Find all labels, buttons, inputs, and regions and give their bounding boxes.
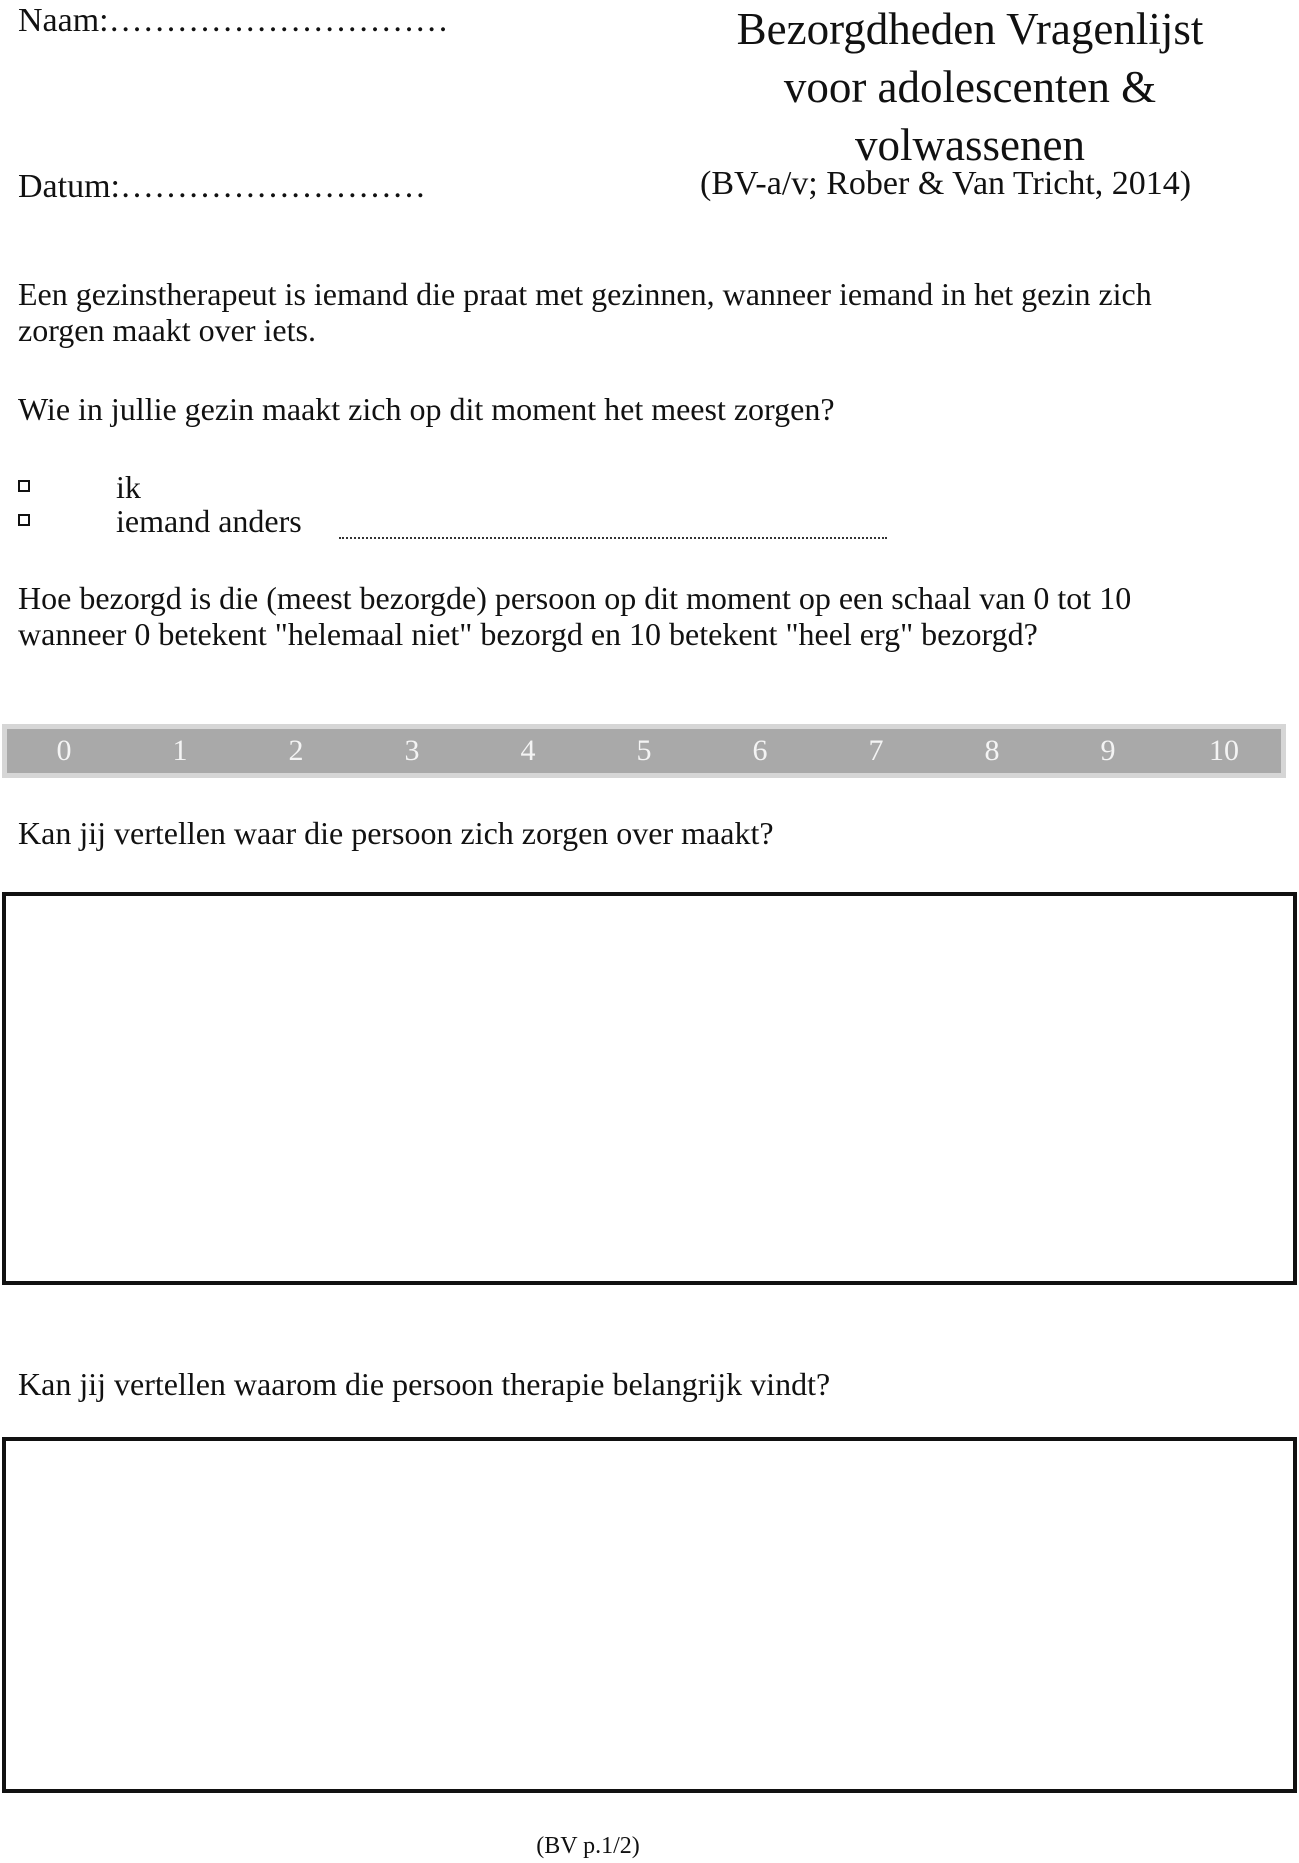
form-title-line-1: Bezorgdheden Vragenlijst bbox=[736, 4, 1204, 54]
question-worry-scale-line-2: wanneer 0 betekent "helemaal niet" bezorgd en 10 betekent "heel erg" bezorgd? bbox=[18, 616, 1038, 652]
scale-value-8[interactable]: 8 bbox=[984, 734, 1000, 767]
answer-box-worry-topic[interactable] bbox=[2, 892, 1297, 1285]
answer-box-therapy-importance[interactable] bbox=[2, 1437, 1297, 1793]
scale-value-6[interactable]: 6 bbox=[752, 734, 768, 767]
form-title-line-2: voor adolescenten & bbox=[783, 62, 1157, 112]
question-worry-scale bbox=[18, 580, 1131, 652]
scale-value-9[interactable]: 9 bbox=[1100, 734, 1116, 767]
intro-line-2: zorgen maakt over iets. bbox=[18, 312, 316, 348]
question-therapy-importance: Kan jij vertellen waarom die persoon therapie belangrijk vindt? bbox=[18, 1366, 831, 1402]
question-worry-scale-line-1: Hoe bezorgd is die (meest bezorgde) persoon op dit moment op een schaal van 0 tot 10 bbox=[18, 580, 1132, 616]
option-ik[interactable] bbox=[18, 469, 918, 505]
option-ik-label: ik bbox=[116, 469, 141, 505]
question-who-worries: Wie in jullie gezin maakt zich op dit moment het meest zorgen? bbox=[18, 391, 835, 427]
checkbox-icon[interactable] bbox=[18, 514, 30, 526]
scale-value-1[interactable]: 1 bbox=[172, 734, 188, 767]
scale-value-4[interactable]: 4 bbox=[520, 734, 536, 767]
scale-value-0[interactable]: 0 bbox=[56, 734, 72, 767]
checkbox-icon[interactable] bbox=[18, 480, 30, 492]
date-field-label[interactable]: Datum:……………………… bbox=[18, 168, 426, 205]
scale-value-2[interactable]: 2 bbox=[288, 734, 304, 767]
someone-else-fill-line[interactable] bbox=[339, 503, 887, 539]
form-title-line-3: volwassenen bbox=[855, 120, 1085, 170]
scale-value-5[interactable]: 5 bbox=[636, 734, 652, 767]
question-worry-topic: Kan jij vertellen waar die persoon zich zorgen over maakt? bbox=[18, 815, 774, 851]
option-iemand-anders-label: iemand anders bbox=[116, 503, 302, 539]
form-citation: (BV-a/v; Rober & Van Tricht, 2014) bbox=[700, 165, 1192, 202]
scale-value-7[interactable]: 7 bbox=[868, 734, 884, 767]
form-title bbox=[690, 0, 1250, 174]
worry-scale-track bbox=[7, 729, 1281, 773]
page-number: (BV p.1/2) bbox=[536, 1833, 640, 1859]
option-iemand-anders[interactable] bbox=[18, 503, 918, 539]
scale-value-10[interactable]: 10 bbox=[1209, 734, 1239, 767]
intro-paragraph bbox=[18, 276, 1152, 348]
intro-line-1: Een gezinstherapeut is iemand die praat met gezinnen, wanneer iemand in het gezin zich bbox=[18, 276, 1152, 312]
scale-value-3[interactable]: 3 bbox=[404, 734, 420, 767]
name-field-label[interactable]: Naam:………………………… bbox=[18, 2, 449, 39]
worry-scale-bar bbox=[2, 724, 1286, 778]
